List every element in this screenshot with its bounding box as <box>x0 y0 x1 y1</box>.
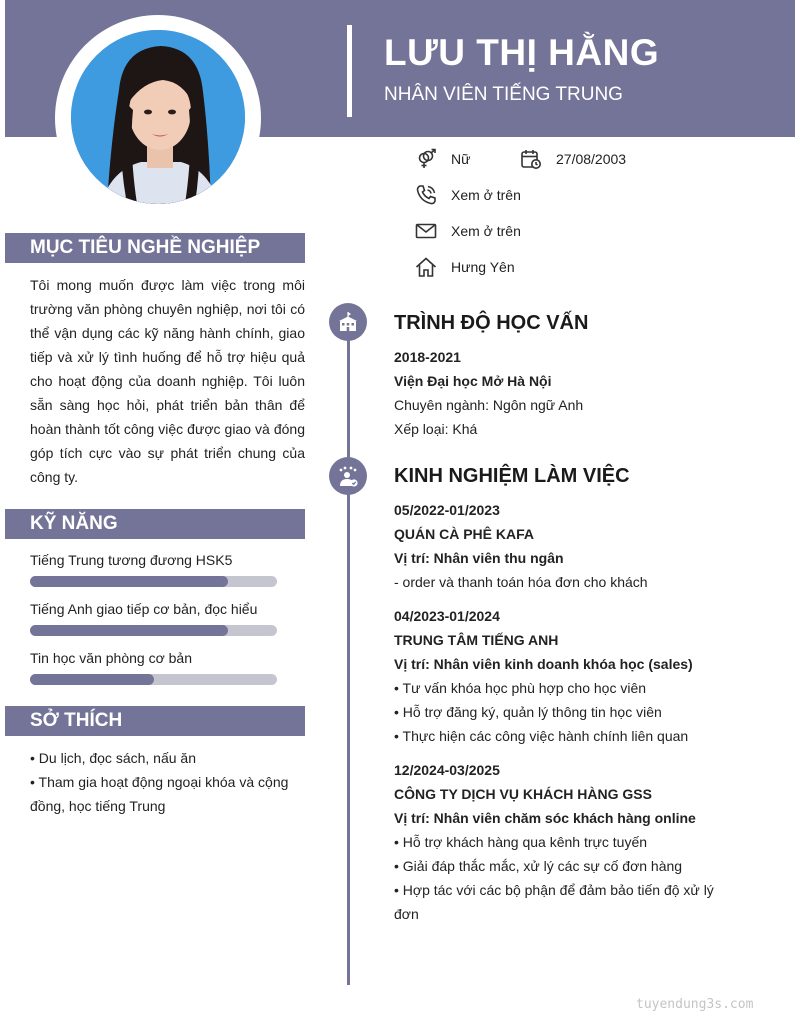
contact-phone <box>415 183 521 207</box>
skill-bar <box>30 625 277 636</box>
job-duty: • Tư vấn khóa học phù hợp cho học viên <box>394 680 647 696</box>
job-company: QUÁN CÀ PHÊ KAFA <box>394 526 535 542</box>
phone-value: Xem ở trên <box>451 187 521 203</box>
education-school: Viện Đại học Mở Hà Nội <box>394 373 552 389</box>
contact-email <box>415 219 521 243</box>
experience-icon <box>329 457 367 495</box>
skill-label: Tiếng Trung tương đương HSK5 <box>30 552 233 568</box>
address-value: Hưng Yên <box>451 259 515 275</box>
job-company: TRUNG TÂM TIẾNG ANH <box>394 632 559 648</box>
job-title: NHÂN VIÊN TIẾNG TRUNG <box>384 84 623 105</box>
job-duty: • Hợp tác với các bộ phận để đảm bảo tiến độ xử lý đơn <box>394 882 714 922</box>
candidate-name: LƯU THỊ HẰNG <box>384 32 660 73</box>
job-position: Vị trí: Nhân viên thu ngân <box>394 550 564 566</box>
header-divider <box>347 25 352 117</box>
job-duty: • Hỗ trợ khách hàng qua kênh trực tuyến <box>394 834 648 850</box>
contact-gender <box>415 147 470 171</box>
skill-bar-fill <box>30 576 228 587</box>
job-period: 12/2024-03/2025 <box>394 762 500 778</box>
job-duty: • Hỗ trợ đăng ký, quản lý thông tin học viên <box>394 704 662 720</box>
skill-bar-fill <box>30 625 228 636</box>
job-duty: • Thực hiện các công việc hành chính liên quan <box>394 728 689 744</box>
job-position: Vị trí: Nhân viên chăm sóc khách hàng online <box>394 810 696 826</box>
education-period: 2018-2021 <box>394 349 461 365</box>
skills-heading: KỸ NĂNG <box>5 509 305 539</box>
timeline-line <box>347 305 350 985</box>
birthdate-value: 27/08/2003 <box>556 151 627 167</box>
email-icon <box>415 220 437 242</box>
skill-label: Tin học văn phòng cơ bản <box>30 650 192 666</box>
education-heading: TRÌNH ĐỘ HỌC VẤN <box>394 312 589 334</box>
job-period: 05/2022-01/2023 <box>394 502 500 518</box>
job-position: Vị trí: Nhân viên kinh doanh khóa học (sales) <box>394 656 693 672</box>
objective-text: Tôi mong muốn được làm việc trong môi trường văn phòng chuyên nghiệp, nơi tôi có thể vận dụng các kỹ năng hành chính, giao tiếp và xử lý tình huống để hỗ trợ hiệu quả cho hoạt động của doanh nghiệp. Tôi luôn sẵn sàng học hỏi, phát triển bản thân để hoàn thành tốt công việc được giao và đóng góp tích cực vào sự phát triển chung của công ty. <box>30 277 305 485</box>
watermark: tuyendung3s.com <box>636 997 754 1012</box>
job-duty: • Giải đáp thắc mắc, xử lý các sự cố đơn hàng <box>394 858 683 874</box>
education-major: Chuyên ngành: Ngôn ngữ Anh <box>394 397 584 413</box>
phone-icon <box>415 184 437 206</box>
email-value: Xem ở trên <box>451 223 521 239</box>
skill-bar <box>30 576 277 587</box>
hobbies-heading: SỞ THÍCH <box>5 706 305 736</box>
skill-bar <box>30 674 277 685</box>
portrait-photo <box>71 30 245 204</box>
job-duty: - order và thanh toán hóa đơn cho khách <box>394 574 648 590</box>
avatar <box>71 30 245 204</box>
education-icon <box>329 303 367 341</box>
education-grade: Xếp loại: Khá <box>394 421 478 437</box>
contact-address <box>415 255 515 279</box>
objective-heading: MỤC TIÊU NGHỀ NGHIỆP <box>5 233 305 263</box>
skill-bar-fill <box>30 674 154 685</box>
experience-heading: KINH NGHIỆM LÀM VIỆC <box>394 465 630 487</box>
gender-icon <box>415 148 437 170</box>
hobby-item: • Tham gia hoạt động ngoại khóa và cộng đồng, học tiếng Trung <box>30 774 289 814</box>
contact-birthdate <box>520 147 626 171</box>
calendar-icon <box>520 148 542 170</box>
hobby-item: • Du lịch, đọc sách, nấu ăn <box>30 750 196 766</box>
gender-value: Nữ <box>451 151 471 167</box>
home-icon <box>415 256 437 278</box>
job-period: 04/2023-01/2024 <box>394 608 500 624</box>
skill-label: Tiếng Anh giao tiếp cơ bản, đọc hiểu <box>30 601 258 617</box>
job-company: CÔNG TY DỊCH VỤ KHÁCH HÀNG GSS <box>394 786 652 802</box>
